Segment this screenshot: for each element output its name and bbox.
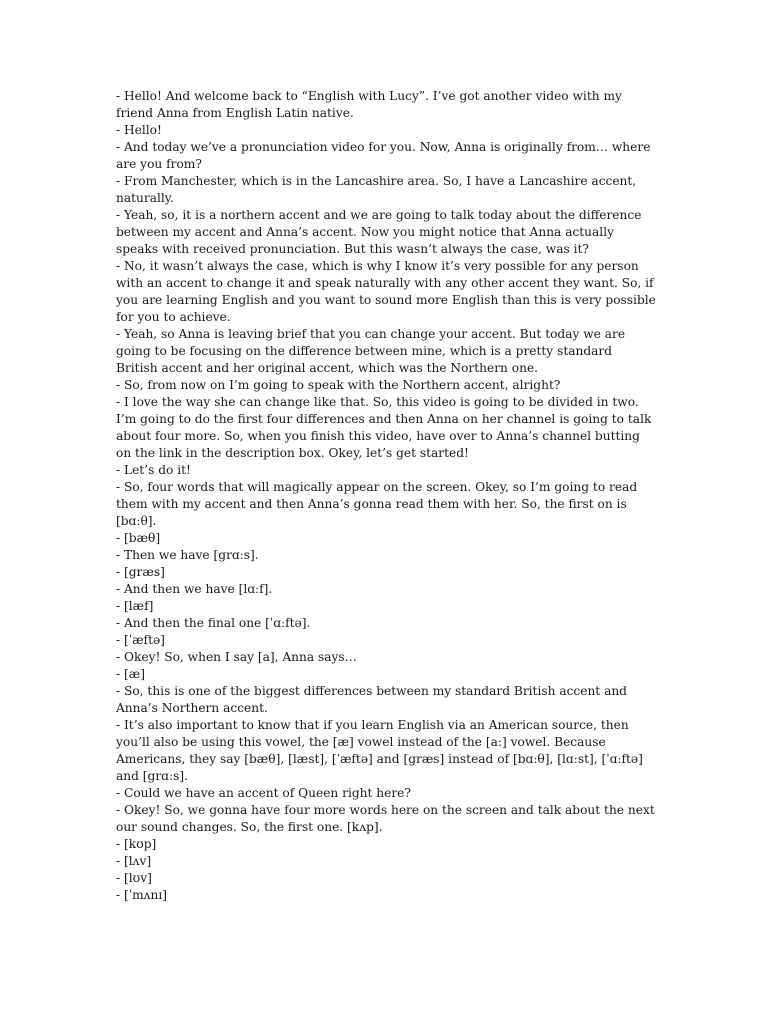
transcript-line: - Then we have [grɑːs]. bbox=[116, 548, 259, 562]
transcript-line: - Let’s do it! bbox=[116, 463, 191, 477]
transcript-line: - It’s also important to know that if you learn English via an American source, then you’ll also be using this vowel, the [æ] vowel instead of the [a:] vowel. Because Americans, they say [bæθ], [læst], [ˈæftə] and [græs] instead of [bɑːθ], [lɑːst], [ˈɑːftə] and [grɑːs]. bbox=[116, 718, 643, 783]
transcript-line: - And today we’ve a pronunciation video for you. Now, Anna is originally from… where are you from? bbox=[116, 140, 651, 171]
transcript-line: - [lʊv] bbox=[116, 871, 152, 885]
transcript-line: - Yeah, so, it is a northern accent and we are going to talk today about the difference between my accent and Anna’s accent. Now you might notice that Anna actually speaks with received pronunciation. But this wasn’t always the case, was it? bbox=[116, 208, 642, 256]
transcript-line: - [bæθ] bbox=[116, 531, 161, 545]
transcript-line: - Hello! bbox=[116, 123, 162, 137]
transcript-line: - Okey! So, when I say [a], Anna says… bbox=[116, 650, 357, 664]
transcript-line: - [ˈmʌnɪ] bbox=[116, 888, 168, 902]
transcript-line: - [læf] bbox=[116, 599, 154, 613]
transcript-line: - So, from now on I’m going to speak with the Northern accent, alright? bbox=[116, 378, 561, 392]
transcript-line: - [ˈæftə] bbox=[116, 633, 165, 647]
transcript-line: - I love the way she can change like that. So, this video is going to be divided in two. I’m going to do the first four differences and then Anna on her channel is going to talk about four more. So, when you finish this video, have over to Anna’s channel butting on the link in the description box. Okey, let’s get started! bbox=[116, 395, 652, 460]
transcript-line: - [æ] bbox=[116, 667, 145, 681]
transcript-line: - Could we have an accent of Queen right here? bbox=[116, 786, 411, 800]
transcript-line: - [græs] bbox=[116, 565, 165, 579]
transcript-line: - And then we have [lɑːf]. bbox=[116, 582, 273, 596]
transcript-line: - No, it wasn’t always the case, which is why I know it’s very possible for any person with an accent to change it and speak naturally with any other accent they want. So, if you are learning English and you want to sound more English than this is very possible for you to achieve. bbox=[116, 259, 656, 324]
transcript-line: - From Manchester, which is in the Lancashire area. So, I have a Lancashire accent, naturally. bbox=[116, 174, 637, 205]
transcript-line: - Yeah, so Anna is leaving brief that you can change your accent. But today we are going to be focusing on the difference between mine, which is a pretty standard British accent and her original accent, which was the Northern one. bbox=[116, 327, 626, 375]
transcript-page bbox=[116, 88, 656, 904]
transcript-line: - [kʊp] bbox=[116, 837, 157, 851]
transcript-line: - So, this is one of the biggest differences between my standard British accent and Anna’s Northern accent. bbox=[116, 684, 627, 715]
transcript-line: - [lʌv] bbox=[116, 854, 152, 868]
transcript-line: - Okey! So, we gonna have four more words here on the screen and talk about the next our sound changes. So, the first one. [kʌp]. bbox=[116, 803, 655, 834]
transcript-line: - Hello! And welcome back to “English with Lucy”. I’ve got another video with my friend Anna from English Latin native. bbox=[116, 89, 622, 120]
transcript-line: - So, four words that will magically appear on the screen. Okey, so I’m going to read them with my accent and then Anna’s gonna read them with her. So, the first on is [bɑːθ]. bbox=[116, 480, 638, 528]
transcript-line: - And then the final one [ˈɑːftə]. bbox=[116, 616, 311, 630]
